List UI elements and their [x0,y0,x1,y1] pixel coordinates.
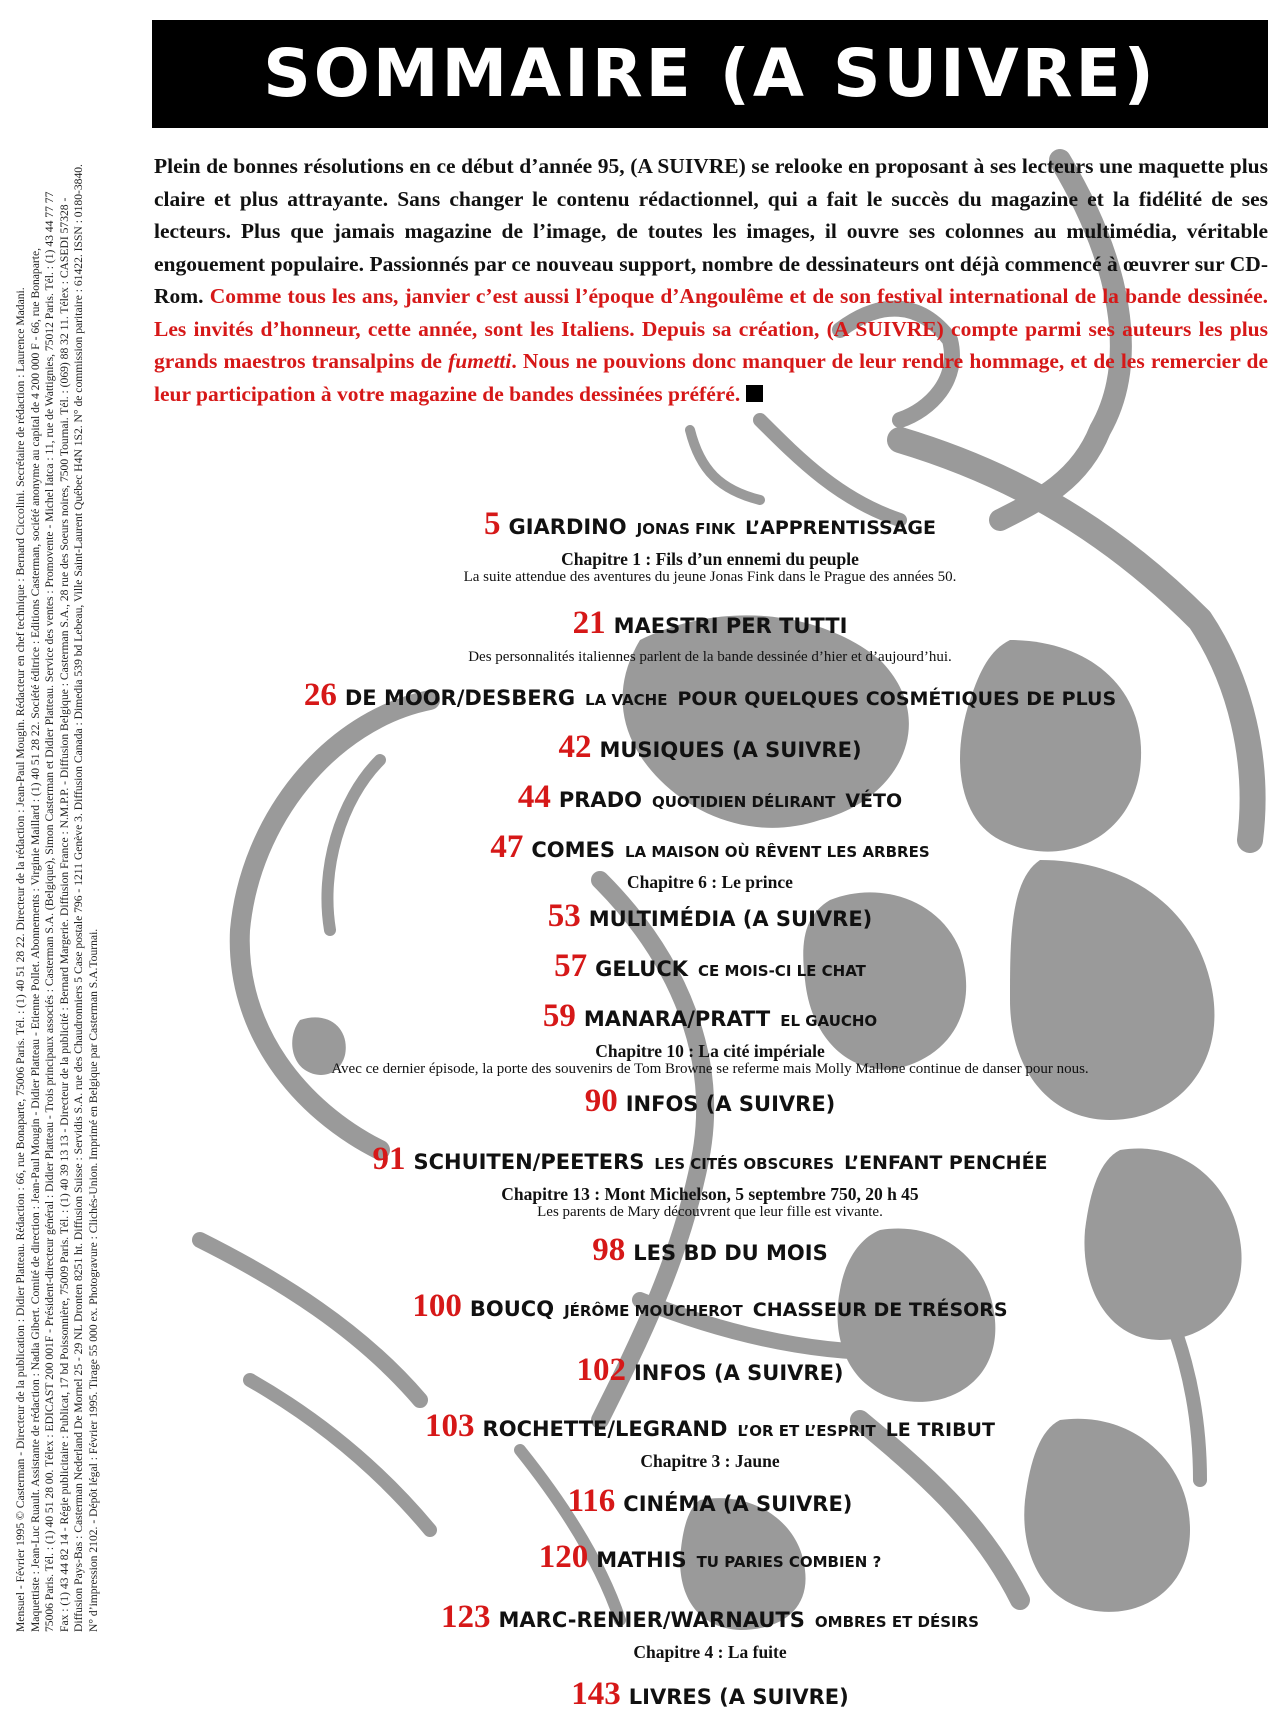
toc-author: CINÉMA (A SUIVRE) [623,1492,853,1516]
toc-series: JÉRÔME MOUCHEROT [564,1302,743,1320]
toc-author: MANARA/PRATT [583,1007,771,1031]
toc-entry [150,1286,1270,1332]
toc-entry [150,1481,1270,1527]
toc-series: QUOTIDIEN DÉLIRANT [651,793,836,811]
toc-author: MULTIMÉDIA (A SUIVRE) [588,907,873,931]
toc-entry [150,1350,1270,1396]
toc-entry [150,675,1270,721]
toc-story-title: VÉTO [845,790,903,812]
toc-entry-title-line [150,1537,1270,1583]
toc-author: LES BD DU MOIS [633,1241,828,1265]
end-square-icon [746,385,763,402]
toc-author: MAESTRI PER TUTTI [613,614,848,638]
toc-entry-title-line [150,996,1270,1042]
toc-entry [150,504,1270,585]
toc-chapter: Chapitre 4 : La fuite [633,1642,787,1662]
page-title: SOMMAIRE (A SUIVRE) [263,35,1157,112]
intro-red-part-1: Comme tous les ans, janvier c’est aussi l’époque d’Angoulême et de son festival international de la bande dessinée. Les invités d’honneur, cette année, sont les Italiens. Depuis sa création, (A SUIVRE) compte parmi ses auteurs les plus grands maestros transalpins de [154,284,1268,373]
toc-entry [150,896,1270,942]
toc-entry [150,603,1270,665]
toc-page-number: 5 [483,506,501,542]
toc-entry-title-line [150,946,1270,992]
toc-entry [150,996,1270,1077]
intro-red-text [154,284,1268,406]
toc-entry-title-line [150,1139,1270,1185]
toc-entry [150,1406,1270,1471]
credits-line: Maquettiste : Jean-Luc Ruault. Assistante de rédaction : Nadia Gibert. Comité de direction : Jean-Paul Mougin - Didier Platteau - Etienne Pollet. Abonnements : Virginie Maillard : (1) 40 51 28 22. Société éditrice : Editions Casterman, société anonyme au capital de 4 200 000 F - 66, rue Bonaparte, [28,248,42,1632]
toc-author: INFOS (A SUIVRE) [625,1092,836,1116]
toc-entry-title-line [150,1350,1270,1396]
toc-author: INFOS (A SUIVRE) [633,1361,844,1385]
toc-page-number: 53 [547,898,581,934]
toc-series: LA MAISON OÙ RÊVENT LES ARBRES [624,843,930,861]
toc-entry-title-line [150,1286,1270,1332]
toc-story-title: LE TRIBUT [885,1419,995,1441]
toc-entry [150,727,1270,773]
toc-entry [150,1597,1270,1662]
toc-page-number: 26 [303,677,337,713]
toc-chapter: Chapitre 3 : Jaune [640,1451,780,1471]
toc-page-number: 143 [571,1676,621,1712]
credits-line: Fax : (1) 43 44 82 14 - Régie publicitaire : Publicat, 17 bd Poissonnière, 75009 Paris. Tél. : (1) 40 39 13 13 - Directeur de la publicité : Bernard Margerie. Diffusion France : N.M.P.P. - Diffusion Belgique : Casterman S.A., 28 rue des Soeurs noires, 7500 Tournai. Tél. : (069) 88 32 11. Télex : CASEDI 57328 - [57,197,71,1632]
toc-page-number: 120 [538,1539,589,1575]
toc-entry-title-line [150,777,1270,823]
toc-page-number: 47 [490,829,524,865]
toc-series: TU PARIES COMBIEN ? [696,1553,882,1571]
editorial-intro [154,150,1268,410]
toc-page-number: 57 [554,948,588,984]
toc-page-number: 116 [567,1483,616,1519]
publication-credits [0,0,125,1635]
toc-entry [150,1537,1270,1583]
credits-line: Diffusion Pays-Bas : Casterman Nederland De Mornel 25 - 29 NL Dronten 8251 ht. Diffusion Suisse : Servidis S.A. rue des Chaudronniers 5 Case postale 796 - 1211 Genève 3. Diffusion Canada : Dimedia 539 bd Lebeau, Ville Saint-Laurent Québec H4N 1S2. N° de commission paritaire : 61422. ISSN : 0180-3840. [72,164,86,1632]
toc-page-number: 123 [441,1599,491,1635]
toc-series: LES CITÉS OBSCURES [654,1155,835,1173]
toc-description: Avec ce dernier épisode, la porte des souvenirs de Tom Browne se referme mais Molly Mallone continue de danser pour nous. [331,1061,1089,1077]
toc-author: PRADO [558,788,642,812]
toc-author: MARC-RENIER/WARNAUTS [498,1608,805,1632]
toc-entry [150,777,1270,823]
credits-line: Mensuel - Février 1995 © Casterman - Directeur de la publication : Didier Platteau. Rédaction : 66, rue Bonaparte, 75006 Paris. Tél. : (1) 40 51 28 22. Directeur de la rédaction : Jean-Paul Mougin. Rédacteur en chef technique : Bernard Ciccolini. Secrétaire de rédaction : Laurence Madani. [14,287,27,1632]
toc-page-number: 103 [425,1408,475,1444]
toc-author: GIARDINO [508,515,627,539]
toc-author: DE MOOR/DESBERG [344,686,576,710]
header-banner [152,20,1268,128]
toc-entry [150,827,1270,892]
toc-entry-title-line [150,1481,1270,1527]
toc-entry [150,1674,1270,1720]
toc-entry-title-line [150,896,1270,942]
toc-author: MATHIS [596,1548,687,1572]
toc-chapter: Chapitre 10 : La cité impériale [595,1041,825,1061]
toc-entry-title-line [150,603,1270,649]
toc-entry [150,1230,1270,1276]
toc-description: La suite attendue des aventures du jeune Jonas Fink dans le Prague des années 50. [463,569,957,585]
toc-page-number: 100 [412,1288,462,1324]
toc-series: OMBRES ET DÉSIRS [814,1613,979,1631]
toc-author: GELUCK [595,957,689,981]
toc-page-number: 44 [517,779,551,815]
toc-author: LIVRES (A SUIVRE) [628,1685,849,1709]
toc-entry-title-line [150,1406,1270,1452]
toc-page-number: 59 [542,998,576,1034]
toc-entry-title-line [150,504,1270,550]
toc-page-number: 102 [576,1352,626,1388]
toc-entry-title-line [150,1230,1270,1276]
toc-story-title: CHASSEUR DE TRÉSORS [752,1299,1008,1321]
toc-chapter: Chapitre 13 : Mont Michelson, 5 septembre 750, 20 h 45 [501,1184,919,1204]
toc-story-title: L’ENFANT PENCHÉE [844,1152,1048,1174]
toc-page-number: 98 [592,1232,626,1268]
table-of-contents [150,498,1270,1720]
toc-entry [150,946,1270,992]
credits-line: N° d’impression 2102. - Dépôt légal : Février 1995. Tirage 55 000 ex. Photogravure : Clichés-Union. Imprimé en Belgique par Casterman S.A.Tournai. [86,928,100,1632]
toc-chapter: Chapitre 1 : Fils d’un ennemi du peuple [561,549,859,569]
toc-entry-title-line [150,727,1270,773]
intro-paragraph [154,150,1268,410]
toc-series: CE MOIS-CI LE CHAT [698,962,866,980]
toc-page-number: 42 [558,729,592,765]
toc-entry-title-line [150,675,1270,721]
toc-description: Des personnalités italiennes parlent de la bande dessinée d’hier et d’aujourd’hui. [468,649,952,665]
toc-entry-title-line [150,1674,1270,1720]
toc-series: JONAS FINK [636,520,736,538]
toc-author: ROCHETTE/LEGRAND [482,1417,728,1441]
toc-author: MUSIQUES (A SUIVRE) [599,738,862,762]
toc-story-title: POUR QUELQUES COSMÉTIQUES DE PLUS [677,688,1117,710]
toc-page-number: 90 [584,1083,618,1119]
toc-author: BOUCQ [469,1297,555,1321]
toc-entry-title-line [150,827,1270,873]
toc-entry-title-line [150,1081,1270,1127]
intro-black-text: Plein de bonnes résolutions en ce début d’année 95, (A SUIVRE) se relooke en proposant à ses lecteurs une maquette plus claire et plus attrayante. Sans changer le contenu rédactionnel, qui a fait le succès du magazine et la fidélité de ses lecteurs. Plus que jamais magazine de l’image, de toutes les images, il ouvre ses colonnes au multimédia, véritable engouement populaire. Passionnés par ce nouveau support, nombre de dessinateurs ont déjà commencé à œuvrer sur CD-Rom. [154,154,1268,308]
toc-entry [150,1139,1270,1220]
toc-series: EL GAUCHO [780,1012,878,1030]
toc-author: COMES [531,838,615,862]
toc-entry [150,1081,1270,1127]
toc-page-number: 21 [572,605,606,641]
toc-description: Les parents de Mary découvrent que leur fille est vivante. [537,1204,883,1220]
toc-page-number: 91 [372,1141,406,1177]
toc-chapter: Chapitre 6 : Le prince [627,872,793,892]
toc-series: LA VACHE [585,691,668,709]
toc-author: SCHUITEN/PEETERS [413,1150,645,1174]
toc-series: L’OR ET L’ESPRIT [737,1422,876,1440]
credits-text [14,12,102,1632]
credits-line: 75006 Paris. Tél. : (1) 40 51 28 00. Télex : EDICAST 200 001F - Président-directeur général : Didier Platteau - Trois principaux associés : Casterman S.A. (Belgique), Simon Casterman et Didier Platteau. Service des ventes : Promovente - Michel Iatca : 11, rue de Wattignies, 75012 Paris. Tél. : (1) 43 44 77 77 [43,191,57,1632]
toc-entry-title-line [150,1597,1270,1643]
toc-story-title: L’APPRENTISSAGE [745,517,937,539]
intro-red-italic: fumetti [448,349,512,373]
intro-red-part-2: . Nous ne pouvions donc manquer de leur rendre hommage, et de les remercier de leur participation à votre magazine de bandes dessinées préféré. [154,349,1268,406]
